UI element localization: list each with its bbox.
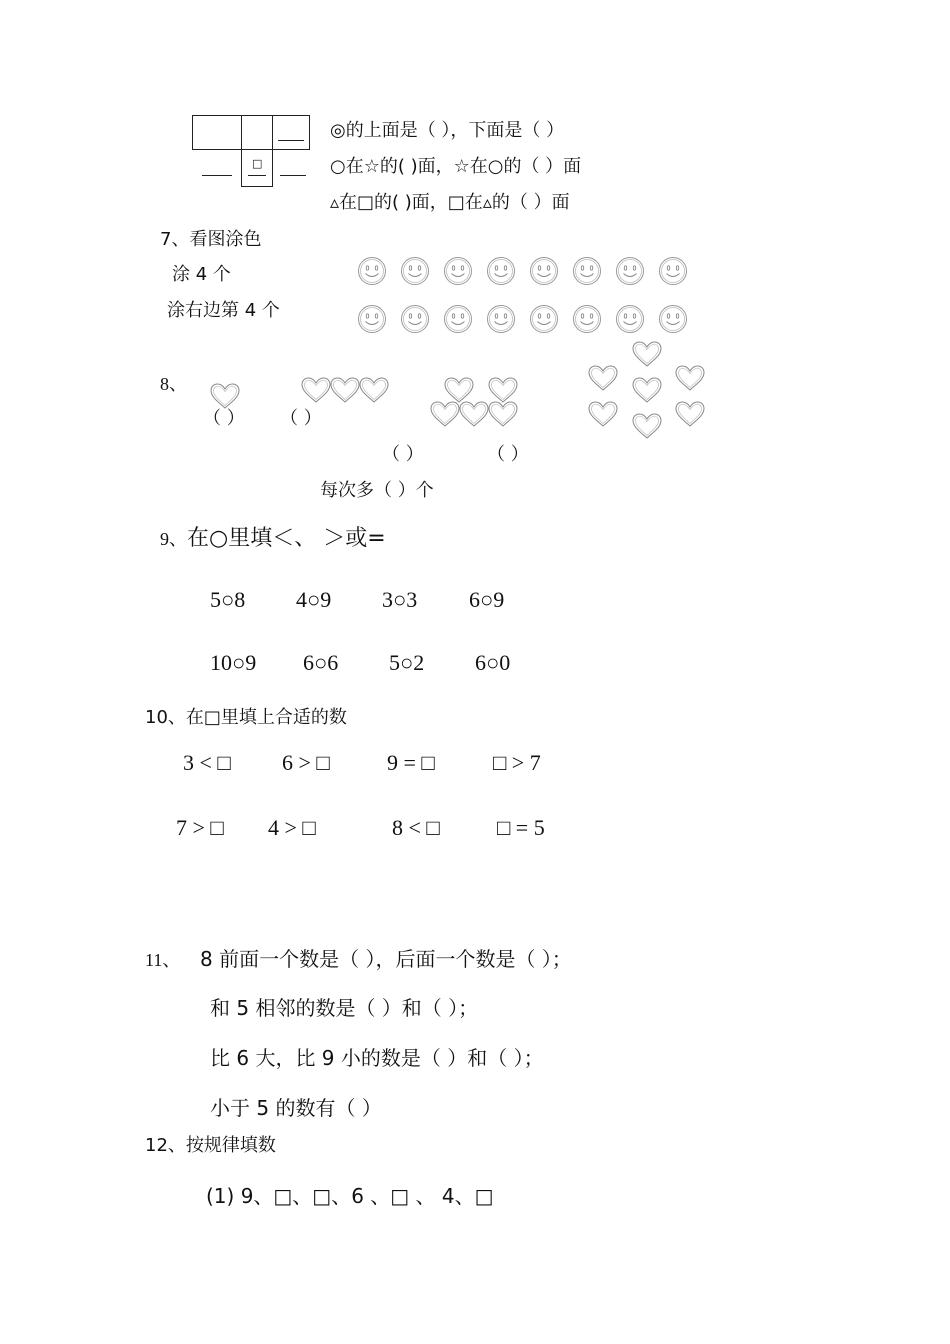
heart-outline-icon [587,400,619,428]
smiley-face-icon[interactable] [658,304,688,334]
grid-cell-top-middle [241,115,273,150]
q11-line-4: 小于 5 的数有（ ） [210,1096,382,1120]
smiley-face-icon[interactable] [443,256,473,286]
q10-item[interactable]: 7 > □ [176,815,224,840]
q9-item[interactable]: 6○0 [475,650,511,675]
q11-line-1: 8 前面一个数是（ ），后面一个数是（ ）； [200,947,572,971]
q10-item[interactable]: □ > 7 [493,750,541,775]
q9-item[interactable]: 6○6 [303,650,339,675]
smiley-face-icon[interactable] [572,304,602,334]
q9-item[interactable]: 5○8 [210,587,246,612]
smiley-face-icon[interactable] [443,304,473,334]
smiley-face-icon[interactable] [615,256,645,286]
q11-line-2: 和 5 相邻的数是（ ）和（ ）； [210,996,479,1020]
heart-outline-icon [300,376,332,404]
smiley-face-icon[interactable] [615,304,645,334]
smiley-face-icon[interactable] [529,304,559,334]
heart-outline-icon [358,376,390,404]
smiley-face-icon[interactable] [486,256,516,286]
smiley-face-icon[interactable] [400,256,430,286]
blank-line [278,140,304,141]
heart-outline-icon [458,400,490,428]
q10-item[interactable]: 6 > □ [282,750,330,775]
smiley-row-2 [357,304,697,334]
grid-cell-top-left [192,115,242,150]
smiley-row-1 [357,256,697,286]
q10-item[interactable]: 8 < □ [392,815,440,840]
heart-outline-icon [329,376,361,404]
q7-title: 7、看图涂色 [160,229,262,250]
q8-blank-2[interactable]: （ ） [280,408,322,429]
q9-item[interactable]: 6○9 [469,587,505,612]
q9-item[interactable]: 4○9 [296,587,332,612]
heart-outline-icon [487,400,519,428]
q8-blank-3[interactable]: （ ） [382,444,424,465]
smiley-face-icon[interactable] [572,256,602,286]
heart-outline-icon [631,340,663,368]
q8-blank-4[interactable]: （ ） [487,444,529,465]
q10-item[interactable]: 9 = □ [387,750,435,775]
smiley-face-icon[interactable] [357,256,387,286]
heart-outline-icon [674,364,706,392]
q6-line-1: ◎的上面是（ ），下面是（ ） [330,120,565,141]
smiley-face-icon[interactable] [486,304,516,334]
q8-blank-1[interactable]: （ ） [203,408,245,429]
q9-title [160,521,386,552]
q9-title-number: 9、 [160,529,187,549]
q12-sequence[interactable]: (1) 9、□、□、6 、□ 、 4、□ [206,1184,494,1208]
heart-outline-icon [587,364,619,392]
heart-outline-icon [674,400,706,428]
smiley-face-icon[interactable] [400,304,430,334]
q9-title-text: 在○里填＜、 ＞或= [187,526,386,551]
q6-line-2: ○在☆的( )面，☆在○的（ ）面 [330,156,582,177]
grid-cell-top-right [272,115,310,150]
q10-item[interactable]: 4 > □ [268,815,316,840]
q11-line-3: 比 6 大，比 9 小的数是（ ）和（ ）； [210,1046,544,1070]
q9-item[interactable]: 3○3 [382,587,418,612]
blank-line [248,175,266,176]
q7-row2-label: 涂右边第 4 个 [167,300,280,321]
q11-number: 11、 [145,950,181,970]
q6-line-3: ▵在□的( )面，□在▵的（ ）面 [330,192,570,213]
smiley-face-icon[interactable] [658,256,688,286]
q10-item[interactable]: □ = 5 [497,815,545,840]
heart-outline-icon [631,412,663,440]
q8-summary: 每次多（ ）个 [320,480,434,501]
center-square-mark: □ [252,157,263,170]
heart-outline-icon [631,376,663,404]
blank-line [202,175,232,176]
q9-item[interactable]: 5○2 [389,650,425,675]
q9-item[interactable]: 10○9 [210,650,257,675]
q10-title: 10、在□里填上合适的数 [145,707,347,728]
heart-outline-icon [429,400,461,428]
q12-title: 12、按规律填数 [145,1135,276,1156]
q10-item[interactable]: 3 < □ [183,750,231,775]
q8-title: 8、 [160,374,187,394]
blank-line [280,175,306,176]
q7-row1-label: 涂 4 个 [172,264,231,285]
smiley-face-icon[interactable] [357,304,387,334]
smiley-face-icon[interactable] [529,256,559,286]
